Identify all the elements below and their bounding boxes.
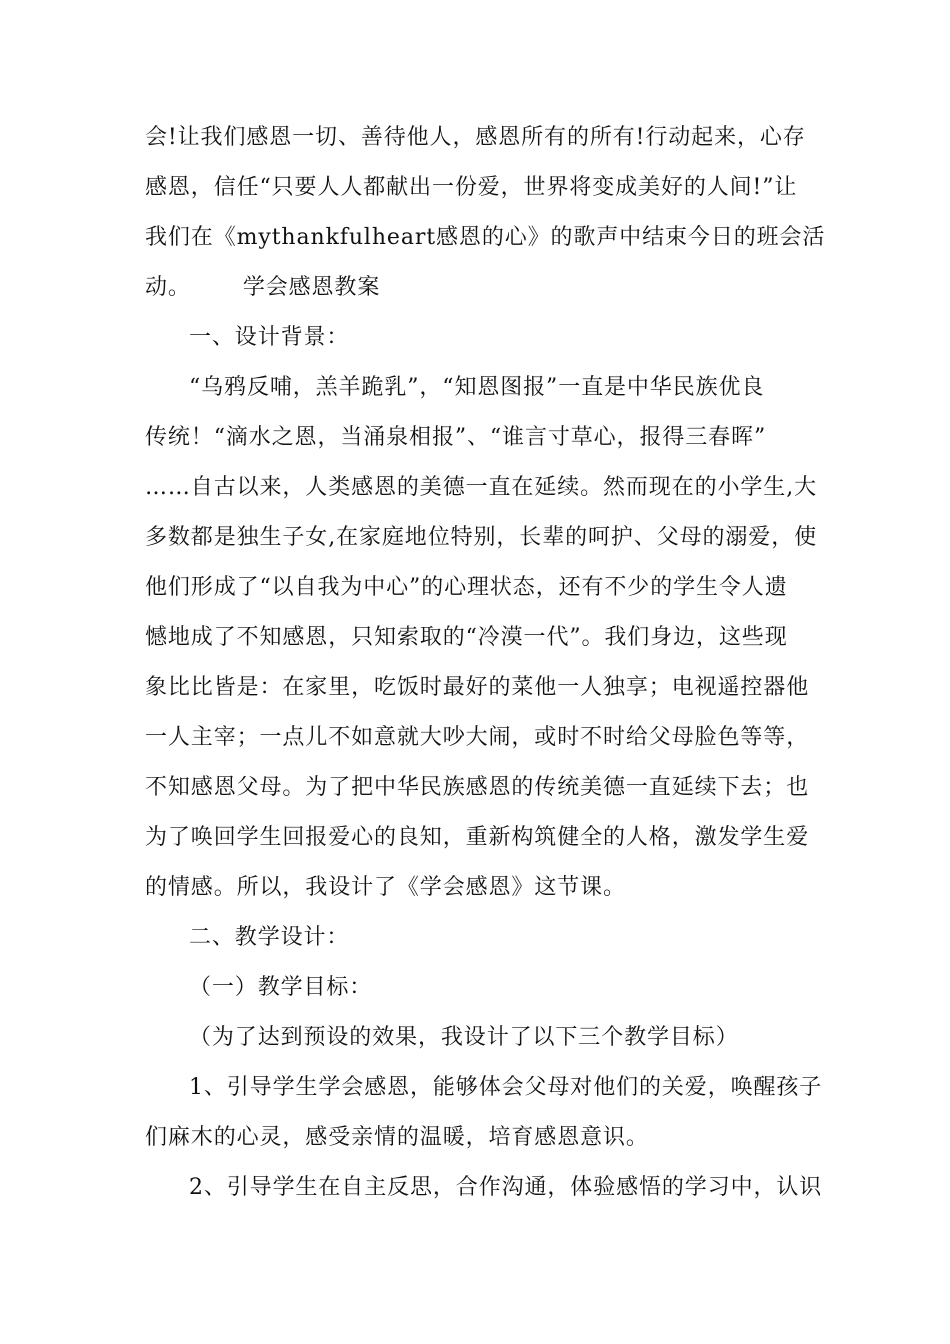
text-line: 们麻木的心灵，感受亲情的温暖，培育感恩意识。 xyxy=(145,1125,649,1150)
list-item-1: 1、引导学生学会感恩，能够体会父母对他们的关爱，唤醒孩子 xyxy=(189,1075,823,1100)
text-line: 一人主宰；一点儿不如意就大吵大闹，或时不时给父母脸色等等， xyxy=(145,725,810,750)
text-line: ……自古以来，人类感恩的美德一直在延续。然而现在的小学生,大 xyxy=(145,475,817,500)
section-heading: 二、教学设计： xyxy=(189,925,350,950)
text-line: 不知感恩父母。为了把中华民族感恩的传统美德一直延续下去；也 xyxy=(145,775,810,800)
section-heading: 一、设计背景： xyxy=(189,325,350,350)
text-line: 感恩，信任“只要人人都献出一份爱，世界将变成美好的人间!”让 xyxy=(145,175,798,200)
paragraph-first-line: “乌鸦反哺，羔羊跪乳”，“知恩图报”一直是中华民族优良 xyxy=(189,375,765,400)
text-line xyxy=(145,276,807,300)
text-line: 为了唤回学生回报爱心的良知，重新构筑健全的人格，激发学生爱 xyxy=(145,825,810,850)
text-line: 象比比皆是：在家里，吃饭时最好的菜他一人独享；电视遥控器他 xyxy=(145,675,810,700)
document-body xyxy=(145,125,826,1200)
text-line: 会!让我们感恩一切、善待他人，感恩所有的所有!行动起来，心存 xyxy=(145,125,806,150)
text-line: 多数都是独生子女,在家庭地位特别，长辈的呵护、父母的溺爱，使 xyxy=(145,525,817,550)
list-item-2: 2、引导学生在自主反思，合作沟通，体验感悟的学习中，认识 xyxy=(189,1175,823,1200)
text-line: 传统！“滴水之恩，当涌泉相报”、“谁言寸草心，报得三春晖” xyxy=(145,425,767,450)
section-title: 学会感恩教案 xyxy=(242,275,381,300)
text-line: 他们形成了“以自我为中心”的心理状态，还有不少的学生令人遗 xyxy=(145,575,788,600)
text-line: 我们在《mythankfulheart感恩的心》的歌声中结束今日的班会活 xyxy=(145,225,826,250)
text-line-end: 动。 xyxy=(145,275,191,300)
text-line: 憾地成了不知感恩，只知索取的“冷漠一代”。我们身边，这些现 xyxy=(145,625,788,650)
subsection-heading: （一）教学目标： xyxy=(189,975,373,1000)
text-line: 的情感。所以，我设计了《学会感恩》这节课。 xyxy=(145,875,626,900)
note-line: （为了达到预设的效果，我设计了以下三个教学目标） xyxy=(189,1025,739,1050)
